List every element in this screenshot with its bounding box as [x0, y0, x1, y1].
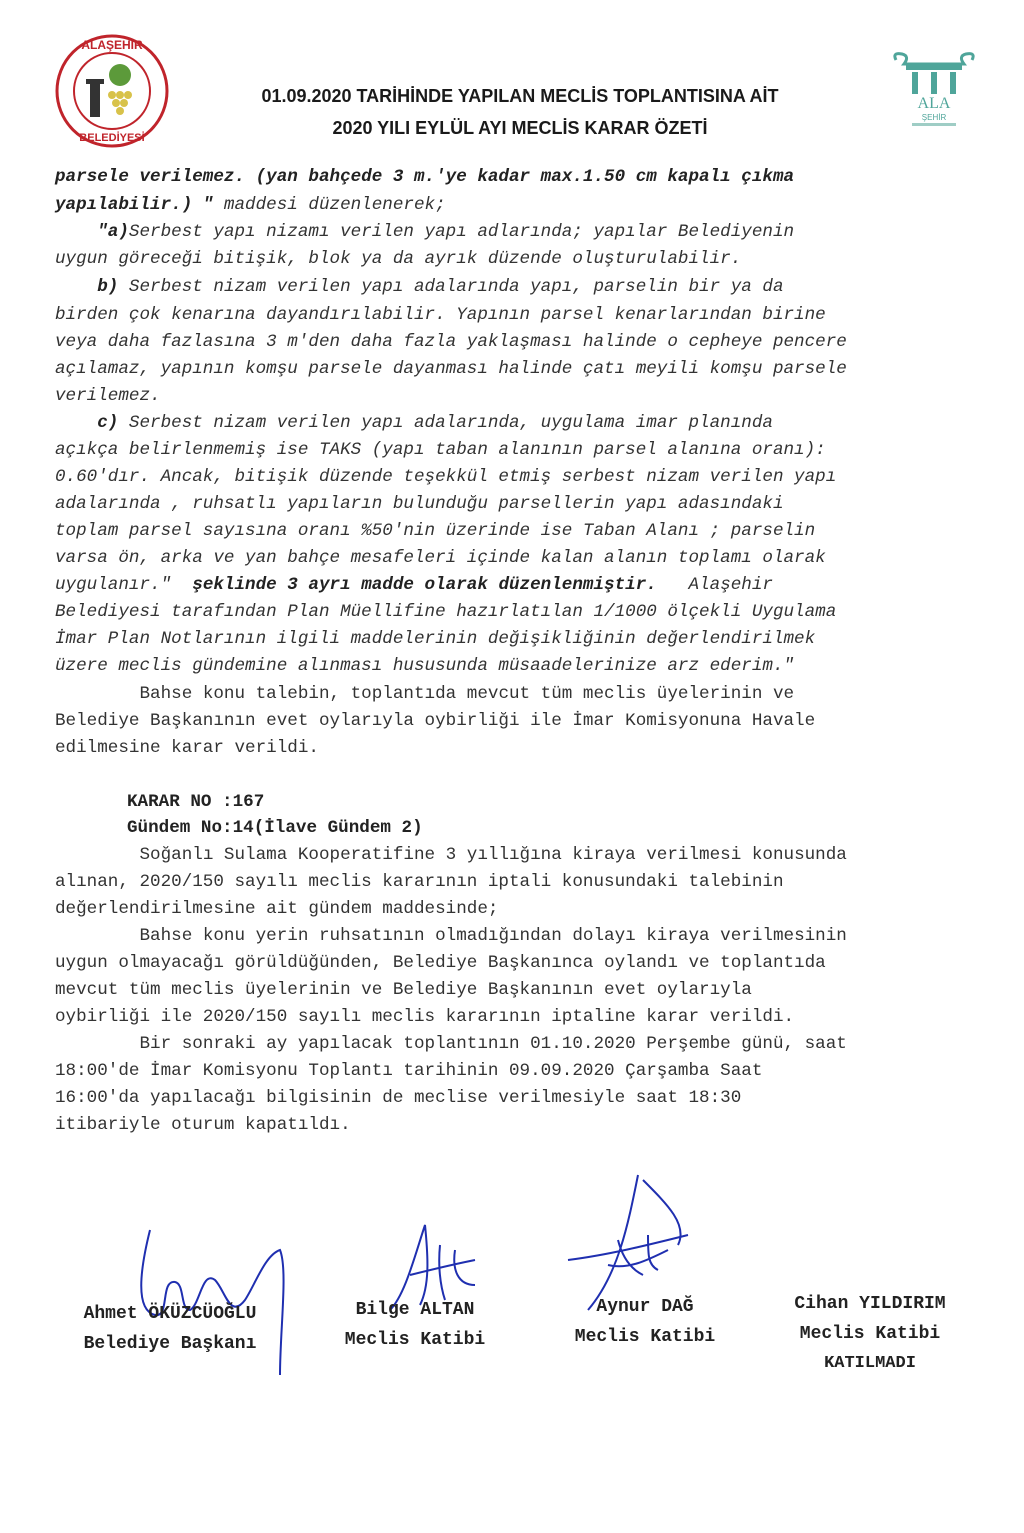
text-line: İmar Plan Notlarının ilgili maddelerinin değişikliğinin değerlendirilmek: [55, 629, 816, 649]
text-line: açılamaz, yapının komşu parsele dayanması halinde çatı meyili komşu parsele: [55, 359, 847, 379]
decision-number: KARAR NO :167: [127, 792, 265, 812]
text-line: üzere meclis gündemine alınması hususunda müsaadelerinize arz ederim.": [55, 656, 795, 676]
text-line: Belediye Başkanının evet oylarıyla oybirliği ile İmar Komisyonuna Havale: [55, 711, 816, 731]
seal-top-text: ALAŞEHİR: [81, 38, 143, 52]
ala-sehir-column-logo: [888, 50, 980, 128]
signature-ahmet: [130, 1210, 300, 1380]
text-line: 16:00'da yapılacağı bilgisinin de meclise verilmesiyle saat 18:30: [55, 1088, 742, 1108]
text-line: oybirliği ile 2020/150 sayılı meclis kararının iptaline karar verildi.: [55, 1007, 795, 1027]
text-line: c) Serbest nizam verilen yapı adalarında, uygulama imar planında: [97, 413, 773, 433]
signatory-name: Ahmet ÖKÜZCÜOĞLU: [83, 1304, 257, 1324]
text-line: b) Serbest nizam verilen yapı adalarında yapı, parselin bir ya da: [97, 277, 784, 297]
header-line-1: 01.09.2020 TARİHİNDE YAPILAN MECLİS TOPLANTISINA AİT: [261, 86, 779, 106]
text-line: uygun olmayacağı görüldüğünden, Belediye Başkanınca oylandı ve toplantıda: [55, 953, 826, 973]
text-line: Bahse konu talebin, toplantıda mevcut tüm meclis üyelerinin ve: [139, 684, 795, 704]
header-line-2: 2020 YILI EYLÜL AYI MECLİS KARAR ÖZETİ: [332, 118, 708, 138]
text-line: 18:00'de İmar Komisyonu Toplantı tarihinin 09.09.2020 Çarşamba Saat: [55, 1061, 763, 1081]
text-line: alınan, 2020/150 sayılı meclis kararının iptali konusundaki talebinin: [55, 872, 784, 892]
signatory-name: Cihan YILDIRIM: [794, 1294, 946, 1314]
text-line: yapılabilir.) " maddesi düzenlenerek;: [55, 195, 446, 215]
signatory-title: Meclis Katibi: [799, 1324, 941, 1344]
signatory-name: Aynur DAĞ: [596, 1297, 694, 1317]
text-line: Bir sonraki ay yapılacak toplantının 01.10.2020 Perşembe günü, saat: [139, 1034, 847, 1054]
text-line: 0.60'dır. Ancak, bitişik düzende teşekkül etmiş serbest nizam verilen yapı: [55, 467, 837, 487]
text-line: varsa ön, arka ve yan bahçe mesafeleri içinde kalan alanın toplamı olarak: [55, 548, 826, 568]
text-line: mevcut tüm meclis üyelerinin ve Belediye Başkanının evet oylarıyla: [55, 980, 752, 1000]
seal-bottom-text: BELEDİYESİ: [79, 132, 145, 144]
logo-ala-text: ALA: [917, 95, 951, 112]
absence-note: KATILMADI: [824, 1354, 916, 1373]
text-line: toplam parsel sayısına oranı %50'nin üzerinde ise Taban Alanı ; parselin: [55, 521, 816, 541]
text-line: Bahse konu yerin ruhsatının olmadığından dolayı kiraya verilmesinin: [139, 926, 847, 946]
text-line: verilemez.: [55, 386, 161, 406]
text-line: değerlendirilmesine ait gündem maddesinde;: [55, 899, 499, 919]
municipality-seal-logo: [50, 25, 174, 155]
text-line: veya daha fazlasına 3 m'den daha fazla yaklaşması halinde o cepheye pencere: [55, 332, 847, 352]
signatory-title: Meclis Katibi: [344, 1330, 486, 1350]
signatory-title: Belediye Başkanı: [83, 1334, 257, 1354]
text-line: uygulanır." şeklinde 3 ayrı madde olarak düzenlenmiştir. Alaşehir: [55, 575, 773, 595]
text-line: uygun göreceği bitişik, blok ya da ayrık düzende oluşturulabilir.: [55, 249, 742, 269]
text-line: Belediyesi tarafından Plan Müellifine hazırlatılan 1/1000 ölçekli Uygulama: [55, 602, 837, 622]
text-line: edilmesine karar verildi.: [55, 738, 319, 758]
logo-sehir-text: ŞEHİR: [921, 113, 947, 122]
signature-aynur: [548, 1165, 698, 1315]
text-line: adalarında , ruhsatlı yapıların bulunduğu parsellerin yapı adasındaki: [55, 494, 784, 514]
text-line: "a)Serbest yapı nizamı verilen yapı adlarında; yapılar Belediyenin: [97, 222, 795, 242]
agenda-number: Gündem No:14(İlave Gündem 2): [127, 818, 423, 838]
text-line: itibariyle oturum kapatıldı.: [55, 1115, 351, 1135]
text-line: parsele verilemez. (yan bahçede 3 m.'ye kadar max.1.50 cm kapalı çıkma: [55, 167, 795, 187]
signatory-name: Bilge ALTAN: [355, 1300, 475, 1320]
text-line: birden çok kenarına dayandırılabilir. Yapının parsel kenarlarından birine: [55, 305, 826, 325]
text-line: Soğanlı Sulama Kooperatifine 3 yıllığına kiraya verilmesi konusunda: [139, 845, 847, 865]
signatory-title: Meclis Katibi: [574, 1327, 716, 1347]
text-line: açıkça belirlenmemiş ise TAKS (yapı taban alanının parsel alanına oranı):: [55, 440, 826, 460]
